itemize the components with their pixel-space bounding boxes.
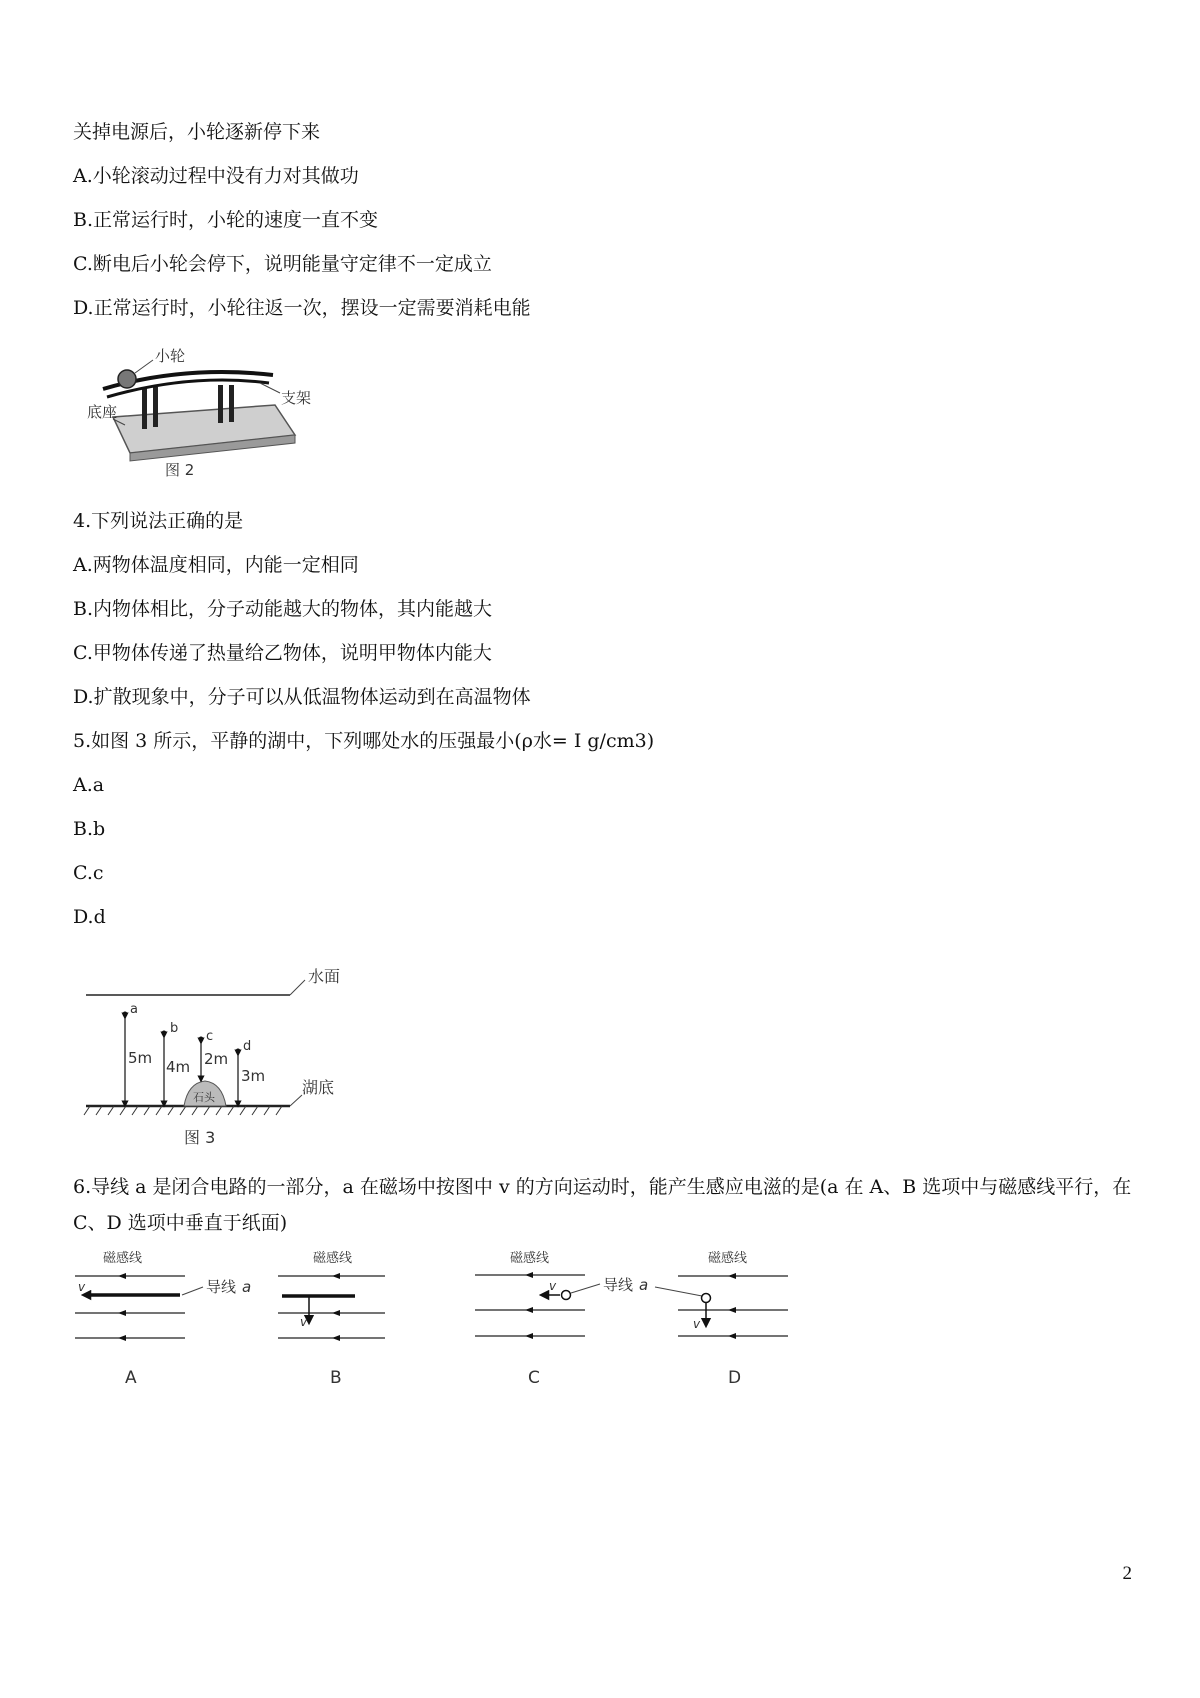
q4-option-d: D.扩散现象中，分子可以从低温物体运动到在高温物体 xyxy=(73,686,531,708)
height-c-label: 2m xyxy=(204,1050,229,1068)
panel-c xyxy=(475,1250,702,1388)
wire-leader-line xyxy=(655,1287,702,1296)
panel-d xyxy=(678,1250,788,1388)
stand-post-4 xyxy=(229,385,234,422)
panel-c-field-label: 磁感线 xyxy=(510,1251,550,1266)
q4-option-a: A.两物体温度相同，内能一定相同 xyxy=(73,554,359,576)
point-d-label: d xyxy=(243,1039,252,1054)
wheel-label: 小轮 xyxy=(155,347,186,365)
surface-label: 水面 xyxy=(308,967,341,986)
q4-option-b: B.内物体相比，分子动能越大的物体，其内能越大 xyxy=(73,598,493,620)
q5-option-b: B.b xyxy=(73,818,106,840)
q3-option-b: B.正常运行时，小轮的速度一直不变 xyxy=(73,209,379,231)
stone-label: 石头 xyxy=(193,1091,215,1104)
q6-stem: 6.导线 a 是闭合电路的一部分，a 在磁场中按图中 v 的方向运动时，能产生感应电滋的是(a 在 A、B 选项中与磁感线平行，在 C、D 选项中垂直于纸面) xyxy=(73,1176,1132,1234)
stand-post-1 xyxy=(142,387,147,429)
point-b-label: b xyxy=(170,1021,179,1036)
point-c xyxy=(199,1037,204,1042)
panel-d-label: D xyxy=(728,1368,742,1388)
q3-option-d: D.正常运行时，小轮往返一次，摆设一定需要消耗电能 xyxy=(73,297,531,319)
q3-option-a: A.小轮滚动过程中没有力对其做功 xyxy=(73,165,359,187)
wire-leader-line xyxy=(182,1287,203,1295)
q5-stem: 5.如图 3 所示，平静的湖中，下列哪处水的压强最小(ρ水= I g/cm3) xyxy=(73,730,655,752)
point-c-label: c xyxy=(206,1029,214,1044)
panel-b-field-label: 磁感线 xyxy=(313,1251,353,1266)
figure-3-caption: 图 3 xyxy=(184,1128,216,1147)
height-d-label: 3m xyxy=(241,1067,266,1085)
velocity-label: v xyxy=(300,1315,308,1329)
stand-label: 支架 xyxy=(281,389,312,407)
velocity-label: v xyxy=(549,1279,557,1293)
q4-stem: 4.下列说法正确的是 xyxy=(73,510,244,532)
q5-option-c: C.c xyxy=(73,862,104,884)
velocity-label: v xyxy=(78,1280,86,1294)
page-number: 2 xyxy=(1122,1563,1132,1584)
q5-option-a: A.a xyxy=(73,774,105,796)
q3-intro: 关掉电源后，小轮逐新停下来 xyxy=(73,121,321,143)
panel-c-label: C xyxy=(528,1368,540,1388)
height-b-label: 4m xyxy=(166,1058,191,1076)
panel-b-label: B xyxy=(330,1368,342,1388)
bottom-leader-line xyxy=(290,1095,302,1106)
wire-c-cross-section xyxy=(562,1291,571,1300)
wire-label: 导线 xyxy=(206,1278,237,1296)
q3-option-c: C.断电后小轮会停下，说明能量守定律不一定成立 xyxy=(73,253,492,275)
bottom-label: 湖底 xyxy=(302,1078,335,1097)
panel-a-label: A xyxy=(125,1368,137,1388)
point-b xyxy=(162,1031,167,1036)
stand-leader-line xyxy=(260,383,280,393)
figure-2-caption: 图 2 xyxy=(165,461,195,479)
panel-d-field-label: 磁感线 xyxy=(708,1251,748,1266)
panel-b xyxy=(278,1250,385,1388)
stand-post-2 xyxy=(153,387,158,427)
point-d xyxy=(236,1049,241,1054)
q5-option-d: D.d xyxy=(73,906,106,928)
wire-d-cross-section xyxy=(702,1294,711,1303)
wheel xyxy=(118,370,136,388)
figure-2-track-toy xyxy=(85,345,330,480)
bottom-hatch xyxy=(84,1106,282,1115)
height-a-label: 5m xyxy=(128,1049,153,1067)
base-label: 底座 xyxy=(87,403,118,421)
q4-option-c: C.甲物体传递了热量给乙物体，说明甲物体内能大 xyxy=(73,642,492,664)
panel-a xyxy=(75,1250,251,1388)
wire-var: a xyxy=(639,1276,649,1294)
velocity-label: v xyxy=(693,1317,701,1331)
wheel-leader-line xyxy=(135,360,153,373)
wire-label: 导线 xyxy=(603,1276,634,1294)
wire-leader-line xyxy=(571,1284,600,1293)
surface-leader-line xyxy=(290,980,305,995)
point-a xyxy=(123,1012,128,1017)
figure-3-lake xyxy=(80,955,360,1150)
panel-a-field-label: 磁感线 xyxy=(103,1251,143,1266)
point-a-label: a xyxy=(130,1002,138,1017)
figure-q6-panels xyxy=(70,1240,830,1390)
stand-post-3 xyxy=(218,385,223,423)
wire-var: a xyxy=(242,1278,252,1296)
